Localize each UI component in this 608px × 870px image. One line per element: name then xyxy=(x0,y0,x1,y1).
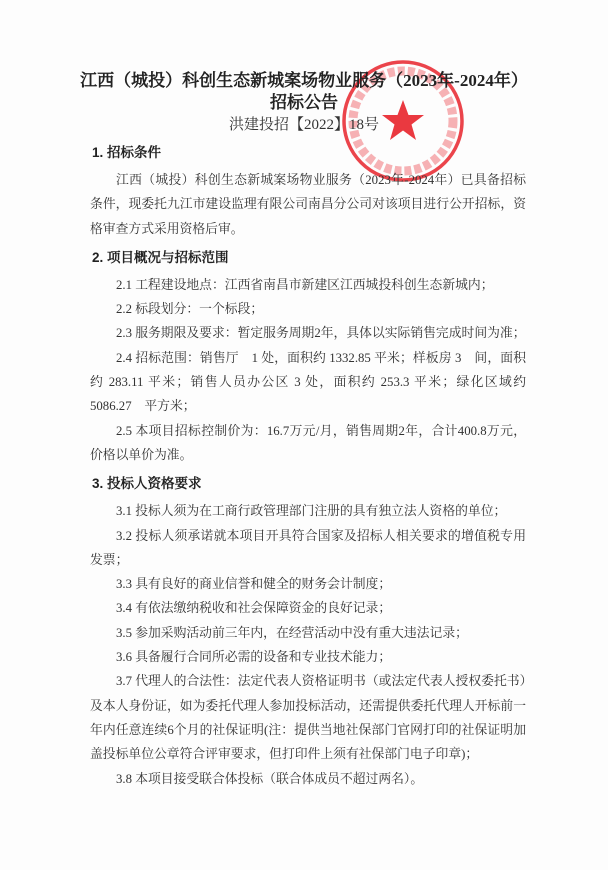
paragraph: 3.3 具有良好的商业信誉和健全的财务会计制度； xyxy=(116,577,392,592)
paragraph: 2.4 招标范围：销售厅 1 处，面积约 1332.85 平米；样板房 3 间，面积约 283.11 平米；销售人员办公区 3 处，面积约 253.3 平米；绿化区域约 5086.27 平方米； xyxy=(90,350,526,414)
paragraph: 2.2 标段划分：一个标段； xyxy=(116,302,264,317)
paragraph: 3.6 具备履行合同所必需的设备和专业技术能力； xyxy=(116,650,392,665)
paragraph: 3.7 代理人的合法性：法定代表人资格证明书（或法定代表人授权委托书）及本人身份证，如为委托代理人参加投标活动，还需提供委托代理人开标前一年内任意连续6个月的社保证明(注：提供当地社保部门官网打印的社保证明加盖投标单位公章符合评审要求，但打印件上须有社保部门电子印章)； xyxy=(90,674,526,762)
section-3-heading: 3. 投标人资格要求 xyxy=(92,476,202,492)
document-number: 洪建投招【2022】18号 xyxy=(228,117,379,133)
paragraph: 3.4 有依法缴纳税收和社会保障资金的良好记录； xyxy=(116,601,392,616)
paragraph: 2.3 服务期限及要求：暂定服务周期2年，具体以实际销售完成时间为准； xyxy=(116,326,526,341)
paragraph: 江西（城投）科创生态新城案场物业服务（2023年-2024年）已具备招标条件，现委托九江市建设监理有限公司南昌分公司对该项目进行公开招标，资格审查方式采用资格后审。 xyxy=(90,173,526,236)
section-1-heading: 1. 招标条件 xyxy=(92,145,162,160)
paragraph: 2.1 工程建设地点：江西省南昌市新建区江西城投科创生态新城内； xyxy=(116,277,494,292)
paragraph: 3.8 本项目接受联合体投标（联合体成员不超过两名）。 xyxy=(116,771,424,786)
title-line-1: 江西（城投）科创生态新城案场物业服务（2023年-2024年） xyxy=(80,71,528,90)
title-line-2: 招标公告 xyxy=(270,93,338,112)
paragraph: 3.2 投标人须承诺就本项目开具符合国家及招标人相关要求的增值税专用发票； xyxy=(90,528,526,567)
section-2-heading: 2. 项目概况与招标范围 xyxy=(92,249,229,265)
paragraph: 3.5 参加采购活动前三年内，在经营活动中没有重大违法记录； xyxy=(116,625,468,640)
paragraph: 3.1 投标人须为在工商行政管理部门注册的具有独立法人资格的单位； xyxy=(116,504,507,519)
paragraph: 2.5 本项目招标控制价为：16.7万元/月，销售周期2年，合计400.8万元，价格以单价为准。 xyxy=(90,423,526,462)
